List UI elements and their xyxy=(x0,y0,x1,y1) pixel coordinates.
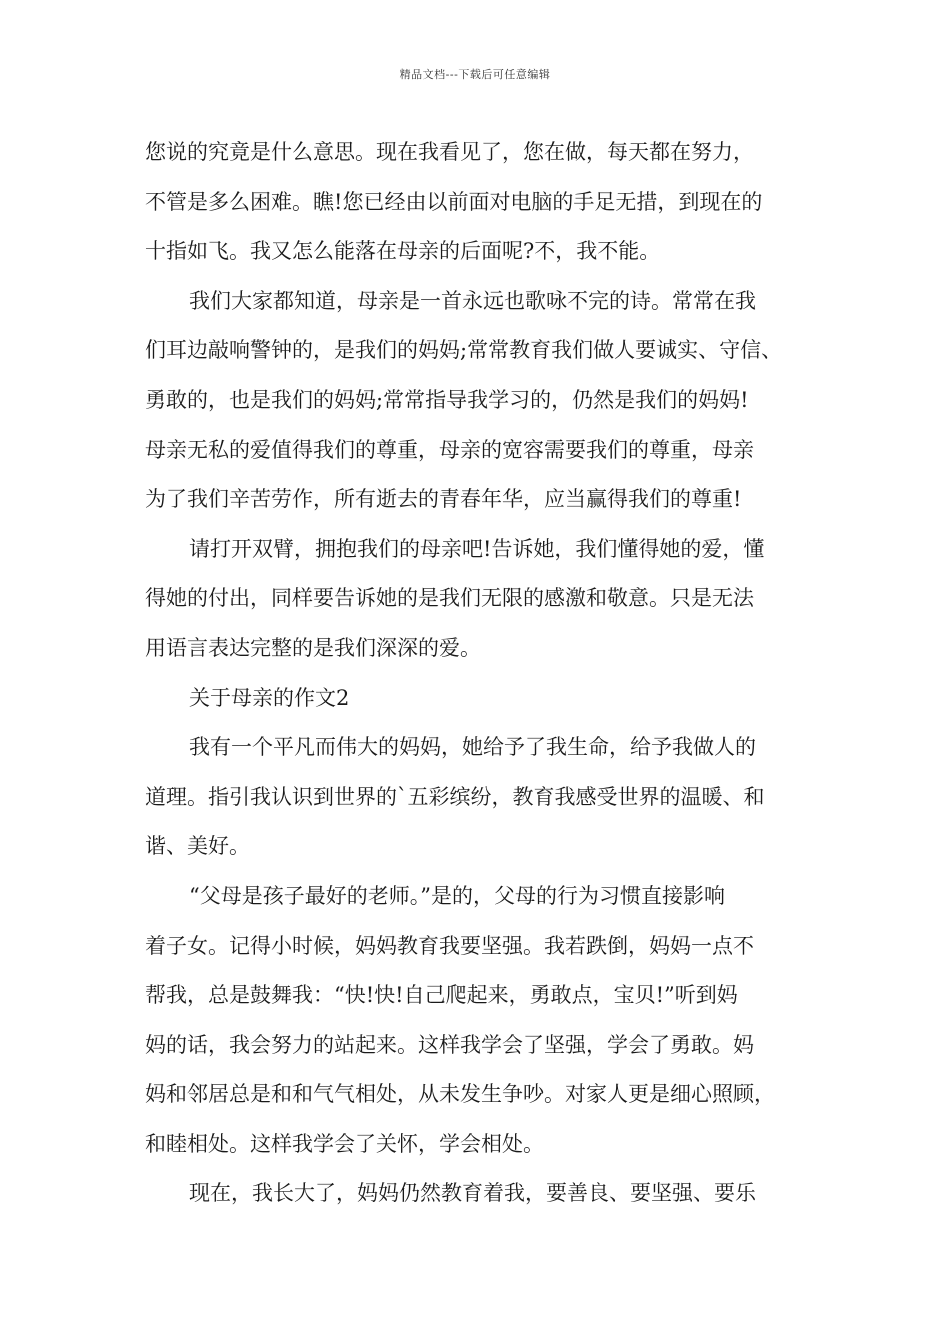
text-line: 谐、美好。 xyxy=(145,834,250,859)
paragraph-first-line: 请打开双臂，拥抱我们的母亲吧!告诉她，我们懂得她的爱，懂 xyxy=(189,536,765,561)
text-line: 道理。指引我认识到世界的`五彩缤纷，教育我感受世界的温暖、和 xyxy=(145,784,765,809)
document-body xyxy=(145,128,815,1219)
text-line: 妈的话，我会努力的站起来。这样我学会了坚强，学会了勇敢。妈 xyxy=(145,1032,754,1057)
paragraph-first-line: “父母是孩子最好的老师。”是的，父母的行为习惯直接影响 xyxy=(189,883,725,908)
page-header: 精品文档---下载后可任意编辑 xyxy=(399,68,551,81)
section-heading: 关于母亲的作文2 xyxy=(189,685,350,710)
text-line: 十指如飞。我又怎么能落在母亲的后面呢?不，我不能。 xyxy=(145,239,661,264)
text-line: 母亲无私的爱值得我们的尊重，母亲的宽容需要我们的尊重，母亲 xyxy=(145,437,754,462)
text-line: 为了我们辛苦劳作，所有逝去的青春年华，应当赢得我们的尊重! xyxy=(145,487,742,512)
paragraph-first-line: 现在，我长大了，妈妈仍然教育着我，要善良、要坚强、要乐 xyxy=(189,1181,756,1206)
text-line: 们耳边敲响警钟的，是我们的妈妈;常常教育我们做人要诚实、守信、 xyxy=(145,338,783,363)
text-line: 不管是多么困难。瞧!您已经由以前面对电脑的手足无措，到现在的 xyxy=(145,189,763,214)
text-line: 帮我，总是鼓舞我：“快!快!自己爬起来，勇敢点，宝贝!”听到妈 xyxy=(145,983,738,1008)
text-line: 勇敢的，也是我们的妈妈;常常指导我学习的，仍然是我们的妈妈! xyxy=(145,387,749,412)
text-line: 您说的究竟是什么意思。现在我看见了，您在做，每天都在努力， xyxy=(145,140,754,164)
paragraph-first-line: 我们大家都知道，母亲是一首永远也歌咏不完的诗。常常在我 xyxy=(189,288,756,313)
text-line: 得她的付出，同样要告诉她的是我们无限的感激和敬意。只是无法 xyxy=(145,586,754,611)
text-line: 用语言表达完整的是我们深深的爱。 xyxy=(145,635,481,660)
paragraph-first-line: 我有一个平凡而伟大的妈妈，她给予了我生命，给予我做人的 xyxy=(189,735,756,760)
text-line: 妈和邻居总是和和气气相处，从未发生争吵。对家人更是细心照顾， xyxy=(145,1082,775,1107)
text-line: 和睦相处。这样我学会了关怀，学会相处。 xyxy=(145,1131,544,1156)
text-line: 着子女。记得小时候，妈妈教育我要坚强。我若跌倒，妈妈一点不 xyxy=(145,933,754,958)
